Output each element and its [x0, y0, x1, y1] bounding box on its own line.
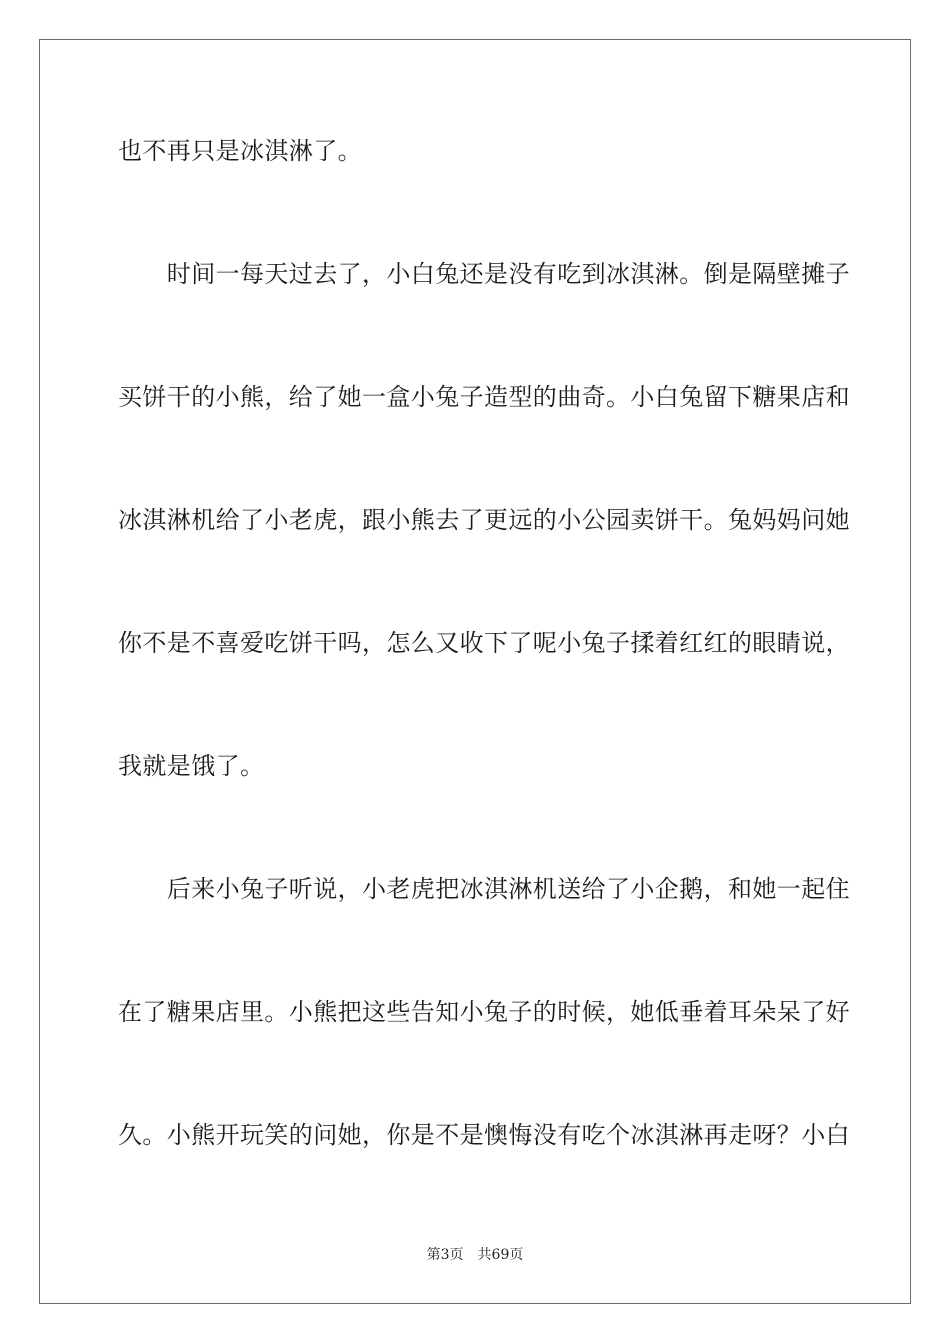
text-line-3: 买饼干的小熊，给了她一盒小兔子造型的曲奇。小白兔留下糖果店和: [118, 383, 850, 411]
text-line-9: 久。小熊开玩笑的问她，你是不是懊悔没有吃个冰淇淋再走呀？小白: [118, 1121, 850, 1149]
page-number: 第3页: [426, 1247, 464, 1263]
text-line-4: 冰淇淋机给了小老虎，跟小熊去了更远的小公园卖饼干。兔妈妈问她: [118, 506, 850, 534]
page-border: [39, 39, 911, 1304]
text-line-6: 我就是饿了。: [118, 752, 265, 780]
text-line-5: 你不是不喜爱吃饼干吗，怎么又收下了呢小兔子揉着红红的眼睛说，: [118, 629, 850, 657]
text-line-7: 后来小兔子听说，小老虎把冰淇淋机送给了小企鹅，和她一起住: [118, 875, 850, 903]
text-line-1: 也不再只是冰淇淋了。: [118, 137, 362, 165]
page-footer: [0, 1246, 950, 1264]
text-line-8: 在了糖果店里。小熊把这些告知小兔子的时候，她低垂着耳朵呆了好: [118, 998, 850, 1026]
page-total: 共69页: [477, 1247, 524, 1263]
text-line-2: 时间一每天过去了，小白兔还是没有吃到冰淇淋。倒是隔壁摊子: [118, 260, 850, 288]
